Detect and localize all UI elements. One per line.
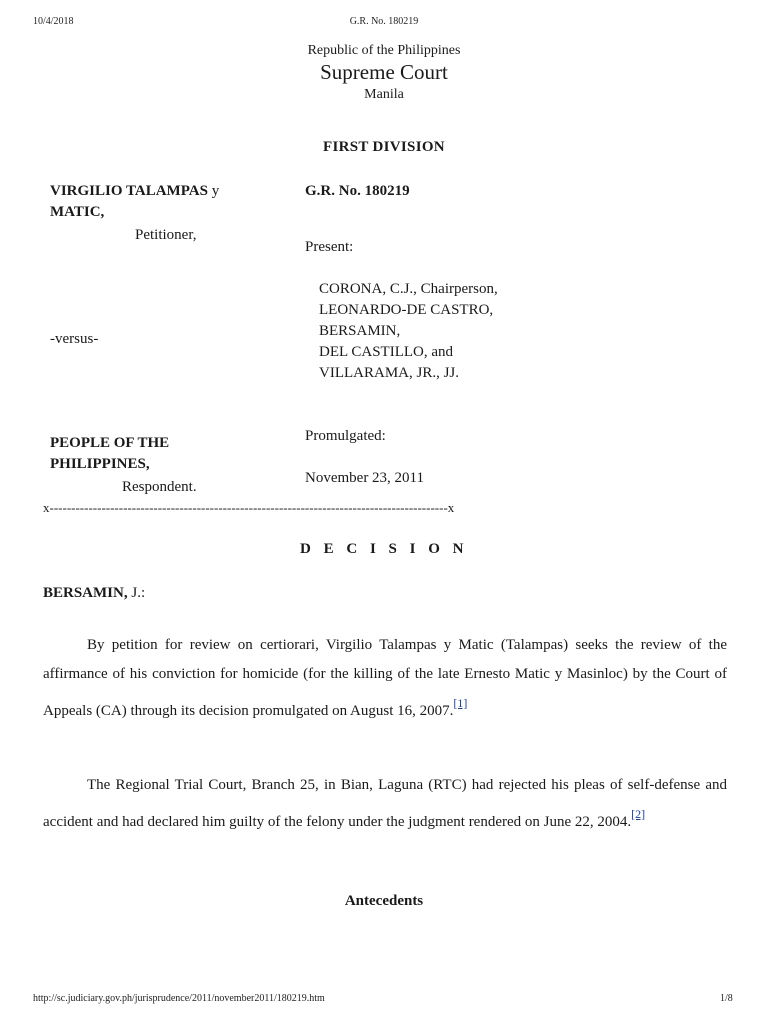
respondent-role: Respondent. <box>122 479 197 495</box>
court-name: Supreme Court <box>320 60 448 84</box>
separator-line: x--------------------------------------------------------------------------------------------x <box>43 500 455 515</box>
versus-label: -versus- <box>50 331 99 347</box>
print-page-number: 1/8 <box>720 993 733 1004</box>
court-city: Manila <box>364 87 404 102</box>
division-heading: FIRST DIVISION <box>323 139 445 155</box>
paragraph-text: By petition for review on certiorari, Virgilio Talampas y Matic (Talampas) seeks the review of the affirmance of his conviction for homicide (for the killing of the late Ernesto Matic y Masinloc) by the Court of Appeals (CA) through its decision promulgated on August 16, 2007. <box>43 637 727 719</box>
decision-title: D E C I S I O N <box>300 541 468 557</box>
petitioner-name <box>50 181 280 223</box>
petitioner-role: Petitioner, <box>135 227 197 243</box>
print-header-title: G.R. No. 180219 <box>349 16 419 27</box>
footnote-link[interactable]: [1] <box>453 696 468 710</box>
ponente-title: J.: <box>127 585 146 601</box>
ponente-name: BERSAMIN, <box>43 585 128 601</box>
paragraph-text: The Regional Trial Court, Branch 25, in Bian, Laguna (RTC) had rejected his pleas of self-defense and accident and had declared him guilty of the felony under the judgment rendered on June 22, 2004. <box>43 777 727 830</box>
justices-list <box>319 279 498 384</box>
justice-item: CORONA, C.J., Chairperson, <box>319 281 498 297</box>
respondent-name: PEOPLE OF THE PHILIPPINES, <box>50 435 170 472</box>
print-date: 10/4/2018 <box>33 16 74 27</box>
section-heading: Antecedents <box>344 893 424 909</box>
ponente <box>43 585 145 602</box>
promulgated-date: November 23, 2011 <box>305 470 425 486</box>
print-footer-url: http://sc.judiciary.gov.ph/jurisprudence/2011/november2011/180219.htm <box>33 993 325 1004</box>
justice-item: VILLARAMA, JR., JJ. <box>319 365 460 381</box>
justice-item: LEONARDO-DE CASTRO, <box>319 302 494 318</box>
republic-line: Republic of the Philippines <box>307 43 461 58</box>
justice-item: BERSAMIN, <box>319 323 401 339</box>
present-label: Present: <box>305 239 354 255</box>
petitioner-name-part1: VIRGILIO TALAMPAS <box>50 183 208 199</box>
petitioner-name-part2: MATIC, <box>50 204 105 220</box>
footnote-link[interactable]: [2] <box>631 807 646 821</box>
justice-item: DEL CASTILLO, and <box>319 344 454 360</box>
petitioner-conjunction: y <box>207 183 220 199</box>
case-number: G.R. No. 180219 <box>305 183 410 199</box>
paragraph <box>43 771 727 837</box>
promulgated-label: Promulgated: <box>305 428 386 444</box>
paragraph <box>43 631 727 726</box>
